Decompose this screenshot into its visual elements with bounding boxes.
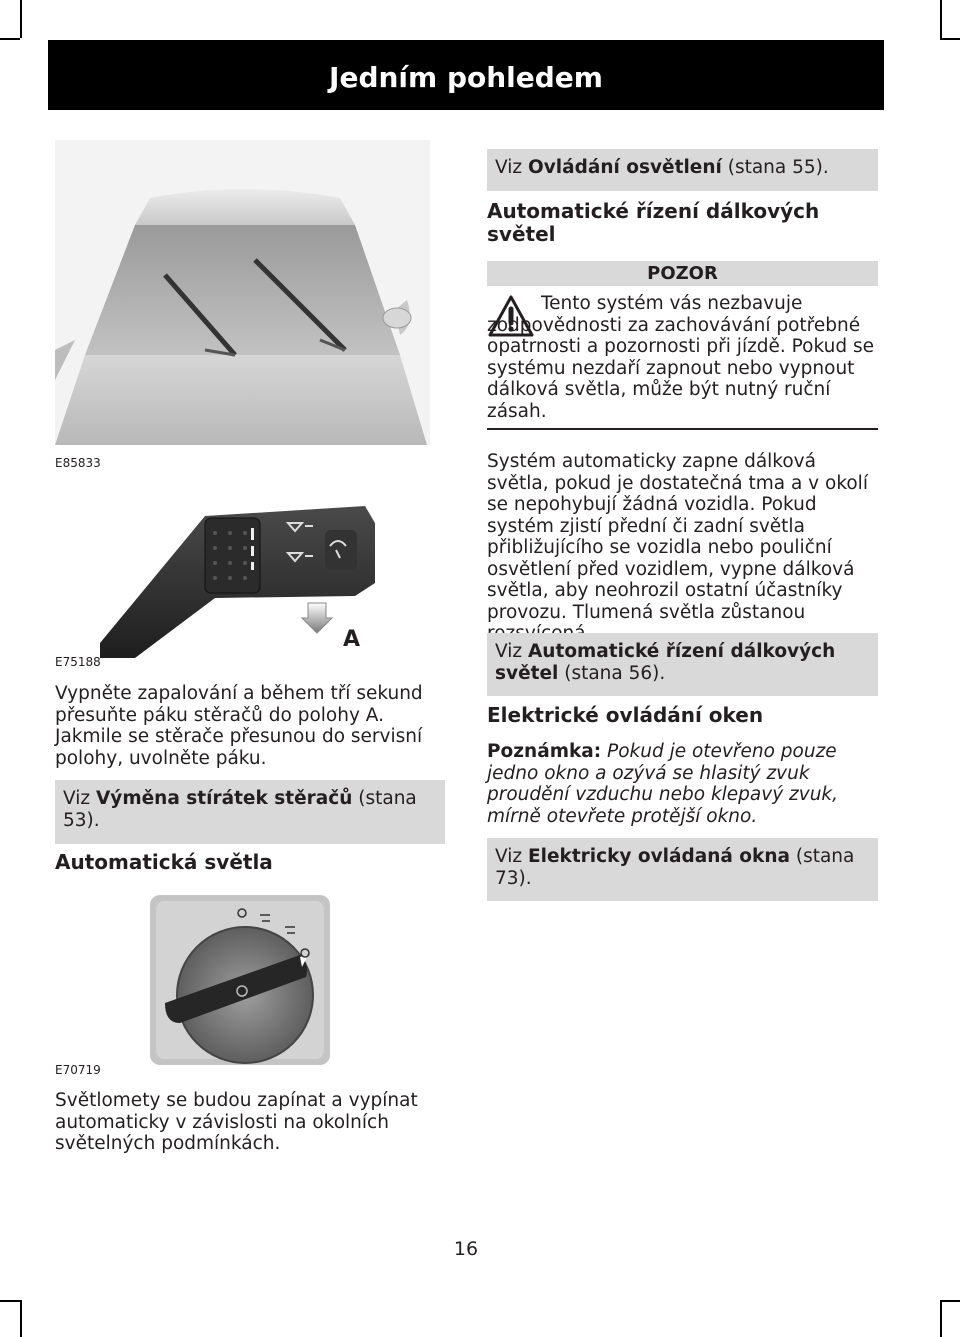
ref-link[interactable]: Ovládání osvětlení [527,157,722,178]
figure-code: E70719 [55,1063,101,1077]
warning-text: Tento systém vás nezbavuje zodpovědnosti za zachovávání potřebné opatrnosti a pozornosti při jízdě. Pokud se systému nezdaří zapnout nebo vypnout dálková světla, může být nutný ruční zásah. [487,293,875,422]
figure-code: E75188 [55,655,101,669]
lighting-ref-box [487,149,878,191]
ref-suffix: (stana 73). [495,846,855,889]
figure-code: E85833 [55,456,101,470]
auto-lights-text: Světlomety se budou zapínat a vypínat automaticky v závislosti na okolních světelných podmínkách. [55,1090,418,1154]
windshield-wipers-illustration [55,140,430,445]
ref-suffix: (stana 56). [558,662,666,684]
highbeam-ref-box [487,633,878,696]
note-text: Pokud je otevřeno pouze jedno okno a ozývá se hlasitý zvuk proudění vzduchu nebo klepavý zvuk, mírně otevřete protější okno. [487,741,839,827]
wiper-ref-box [55,780,445,844]
ref-link[interactable]: Automatické řízení dálkových světel [495,641,836,684]
ref-suffix: (stana 55). [721,157,829,178]
warning-divider [487,428,878,430]
ref-link[interactable]: Výměna stírátek stěračů [95,788,353,809]
windows-ref-box [487,838,878,901]
crop-mark [940,38,960,40]
ref-link[interactable]: Elektricky ovládaná okna [527,846,790,867]
crop-mark [0,1300,20,1302]
crop-mark [0,38,20,40]
auto-lights-heading: Automatická světla [55,850,273,874]
crop-mark [940,0,942,38]
warning-title-bar [487,261,878,286]
page-header [48,40,884,110]
callout-label: A [343,627,361,652]
highbeam-description: Systém automaticky zapne dálková světla, pokud je dostatečná tma a v okolí se nepohybují žádná vozidla. Pokud systém zjistí přední či zadní světla přibližujícího se vozidla nebo pouliční osvětlení před vozidlem, vypne dálková světla, aby neohrozil ostatní účastníky provozu. Tlumená světla zůstanou [487,451,868,623]
ref-prefix: Viz [495,846,528,867]
wiper-instruction: Vypněte zapalování a během tří sekund přesuňte páku stěračů do polohy A. Jakmile se stěrače přesunou do servisní polohy, uvolněte páku. [55,683,423,769]
ref-prefix: Viz [495,641,528,662]
crop-mark [940,1300,942,1337]
note-paragraph [487,741,882,827]
light-switch-illustration [150,895,330,1065]
page-title: Jedním pohledem [329,61,603,94]
windows-heading: Elektrické ovládání oken [487,703,764,727]
warning-title: POZOR [647,263,718,284]
crop-mark [20,0,22,38]
crop-mark [940,1300,960,1302]
note-label: Poznámka: [487,741,602,762]
ref-prefix: Viz [495,157,528,178]
page-number: 16 [453,1238,479,1260]
ref-prefix: Viz [63,788,96,809]
crop-mark [20,1300,22,1337]
highbeam-heading: Automatické řízení dálkových světel [487,199,820,246]
ref-suffix: (stana 53). [63,788,417,831]
